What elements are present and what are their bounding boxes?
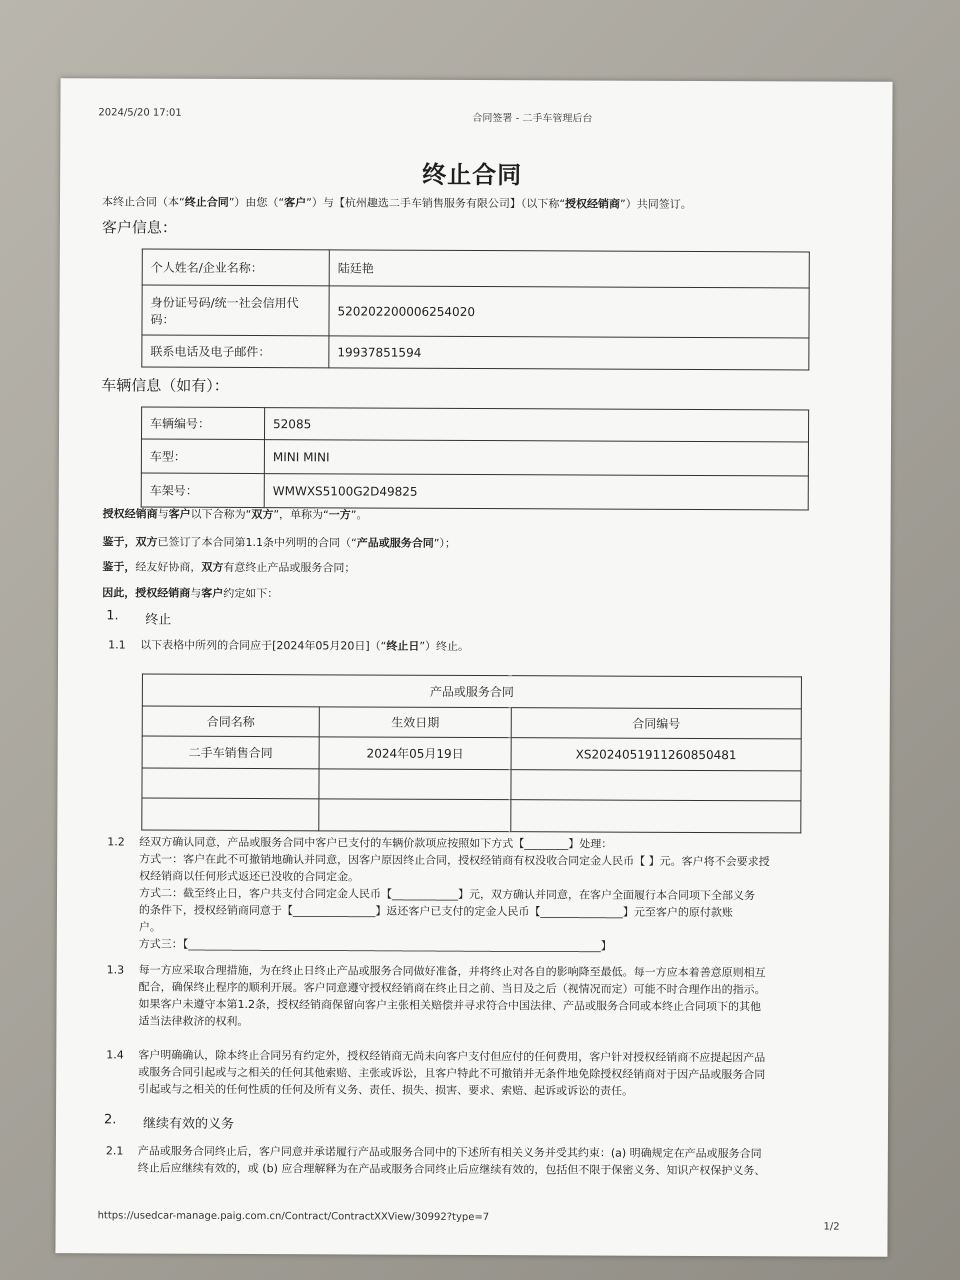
vehicle-label: 车辆编号：	[141, 407, 264, 440]
intro-text-2: ”）由您（“	[228, 195, 285, 210]
cell-contract-name	[142, 768, 319, 799]
clause-text: ”）终止。	[419, 639, 470, 653]
clause-line: 经双方确认同意，产品或服务合同中客户已支付的车辆价款项应按照如下方式【________】处理：	[139, 835, 613, 851]
recital-text: 与	[157, 507, 169, 521]
customer-label: 身份证号码/统一社会信用代码：	[142, 285, 329, 336]
clause-line: 的条件下，授权经销商同意于【_______________】返还客户已支付的定金人民币【_______________】元至客户的原付款账	[138, 903, 733, 920]
contracts-caption: 产品或服务合同	[142, 674, 801, 709]
recital-text: 有意终止产品或服务合同；	[223, 560, 356, 575]
table-row	[142, 736, 801, 771]
contracts-header-row	[142, 706, 801, 739]
recital-bold: 因此，授权经销商	[102, 586, 191, 600]
header-effective-date: 生效日期	[319, 707, 511, 738]
vehicle-row	[141, 473, 808, 510]
clause-1-1	[140, 637, 469, 655]
section-2-title: 继续有效的义务	[142, 1116, 235, 1132]
vehicle-table	[141, 407, 809, 511]
clause-line: 引起或与之相关的任何性质的任何及所有义务、责任、损失、损害、要求、索赔、起诉或诉讼的责任。	[138, 1082, 634, 1098]
cell-contract-number: XS2024051911260850481	[511, 738, 801, 771]
clause-line: 如果客户未遵守本第1.2条，授权经销商保留向客户主张相关赔偿并寻求符合中国法律、产品或服务合同或本终止合同项下的其他	[138, 997, 762, 1014]
recital-bold: 产品或服务合同	[356, 536, 434, 550]
intro-bold-3: 授权经销商	[565, 197, 621, 211]
vehicle-value: WMWXS5100G2D49825	[264, 474, 808, 510]
vehicle-row	[141, 439, 808, 476]
clause-line: 客户明确确认，除本终止合同另有约定外，授权经销商无尚未向客户支付但应付的任何费用，客户针对授权经销商不应提起因产品	[138, 1048, 766, 1065]
recital-bold: 鉴于，	[102, 535, 136, 549]
intro-bold-1: 终止合同	[184, 195, 229, 209]
clause-1-4	[138, 1047, 848, 1101]
section-1-title: 终止	[145, 612, 172, 628]
footer-page-number: 1/2	[823, 1221, 840, 1233]
intro-bold-2: 客户	[284, 196, 307, 210]
document-page	[55, 78, 892, 1257]
clause-line: 适当法律救济的权利。	[138, 1014, 249, 1029]
vehicle-value: MINI MINI	[264, 440, 808, 476]
recital-bold: 客户	[201, 586, 224, 600]
recital-text: 与	[190, 586, 202, 600]
clause-line: 户。	[138, 920, 161, 934]
clause-1-2	[139, 834, 850, 956]
cell-contract-number	[511, 800, 801, 833]
customer-value: 陆廷艳	[329, 250, 809, 288]
vehicle-label: 车型：	[141, 439, 264, 474]
customer-label: 个人姓名/企业名称：	[142, 249, 329, 286]
customer-row	[142, 335, 809, 370]
clause-line: 方式三：【___________________________________________________________________________】	[138, 937, 612, 953]
cell-contract-name: 二手车销售合同	[142, 736, 319, 769]
clause-line: 配合，确保终止程序的顺利开展。客户同意遵守授权经销商在终止日之前、当日及之后（视情况而定）可能不时合理作出的指示。	[138, 980, 766, 997]
contracts-table	[141, 674, 802, 834]
recital-bold: 双方	[251, 508, 274, 522]
customer-heading: 客户信息：	[101, 218, 177, 237]
clause-line: 方式一：客户在此不可撤销地确认并同意，因客户原因终止合同，授权经销商有权没收合同定金人民币【 】元。客户将不会要求授	[139, 852, 770, 869]
cell-effective-date	[319, 769, 511, 800]
vehicle-value: 52085	[264, 408, 808, 442]
cell-effective-date	[319, 799, 511, 832]
clause-line: 每一方应采取合理措施，为在终止日终止产品或服务合同做好准备，并将终止对各自的影响降至最低。每一方应本着善意原则相互	[138, 963, 766, 980]
recital-text: 以下合称为“	[190, 507, 252, 522]
clause-1-1-number: 1.1	[108, 638, 126, 652]
contracts-caption-row	[142, 674, 801, 709]
footer-url: https://usedcar-manage.paig.com.cn/Contract/ContractXXView/30992?type=7	[97, 1210, 490, 1224]
recital-bold: 鉴于，	[102, 560, 136, 574]
recital-text: 已签订了本合同第1.1条中列明的合同（“	[157, 535, 357, 550]
header-contract-name: 合同名称	[142, 706, 319, 737]
recital-therefore	[102, 584, 278, 602]
cell-contract-number	[511, 770, 801, 801]
customer-row	[142, 285, 809, 338]
recital-text: ”。	[350, 508, 368, 522]
recital-bold: 双方	[135, 535, 158, 549]
clause-line: 权经销商以任何形式返还已没收的合同定金。	[139, 869, 360, 884]
customer-value: 19937851594	[329, 336, 809, 370]
recital-text: 约定如下：	[223, 586, 279, 601]
clause-text: 以下表格中所列的合同应于[2024年05月20日]（“	[140, 638, 387, 653]
recital-text: 经友好协商，	[135, 560, 202, 574]
table-row	[142, 768, 801, 801]
clause-1-3-number: 1.3	[106, 963, 125, 977]
recital-bold: 授权经销商	[102, 507, 158, 521]
table-row	[142, 798, 801, 833]
print-page-title: 合同签署 - 二手车管理后台	[472, 112, 593, 125]
clause-line: 产品或服务合同终止后，客户同意并承诺履行产品或服务合同中的下述所有相关义务并受其约束：(a) 明确规定在产品或服务合同	[137, 1144, 762, 1161]
cell-effective-date: 2024年05月19日	[319, 737, 511, 770]
section-2-number: 2.	[103, 1112, 117, 1128]
clause-bold: 终止日	[386, 639, 420, 653]
recital-text: ”）；	[433, 536, 456, 550]
clause-1-2-number: 1.2	[107, 835, 125, 849]
vehicle-heading: 车辆信息（如有）：	[101, 376, 229, 395]
intro-paragraph	[102, 193, 692, 213]
header-contract-number: 合同编号	[511, 708, 801, 739]
recital-bold: 一方	[328, 508, 351, 522]
clause-2-1-number: 2.1	[105, 1144, 124, 1158]
intro-text-3: ”）与【杭州趣选二手车销售服务有限公司】（以下称“	[306, 196, 566, 211]
customer-value: 520202200006254020	[329, 286, 809, 338]
recital-whereas-2	[102, 558, 355, 576]
vehicle-row	[141, 407, 808, 442]
section-1-number: 1.	[106, 608, 119, 624]
cell-contract-name	[142, 798, 319, 831]
customer-row	[142, 249, 809, 288]
customer-table	[141, 249, 810, 371]
recital-bold: 客户	[168, 507, 191, 521]
vehicle-label: 车架号：	[141, 473, 264, 508]
intro-text-1: 本终止合同（本“	[101, 195, 185, 209]
customer-label: 联系电话及电子邮件：	[142, 335, 329, 368]
recital-whereas-1	[103, 533, 456, 552]
recital-bold: 双方	[201, 560, 224, 574]
document-title: 终止合同	[422, 160, 523, 190]
intro-text-4: ”）共同签订。	[620, 197, 692, 211]
clause-line: 终止后应继续有效的，或 (b) 应合理解释为在产品或服务合同终止后应继续有效的，包括但不限于保密义务、知识产权保护义务、	[137, 1161, 766, 1178]
recital-parties	[103, 505, 368, 523]
clause-1-3	[138, 962, 848, 1033]
clause-line: 或服务合同引起或与之相关的任何其他索赔、主张或诉讼，且客户特此不可撤销并无条件地免除授权经销商对于因产品或服务合同	[138, 1065, 766, 1082]
clause-2-1	[138, 1143, 848, 1180]
clause-1-4-number: 1.4	[106, 1048, 124, 1062]
print-datetime: 2024/5/20 17:01	[98, 107, 182, 119]
recital-text: ”，单称为“	[273, 508, 329, 522]
clause-line: 方式二：截至终止日，客户共支付合同定金人民币【____________】元，双方确认并同意，在客户全面履行本合同项下全部义务	[138, 886, 756, 903]
